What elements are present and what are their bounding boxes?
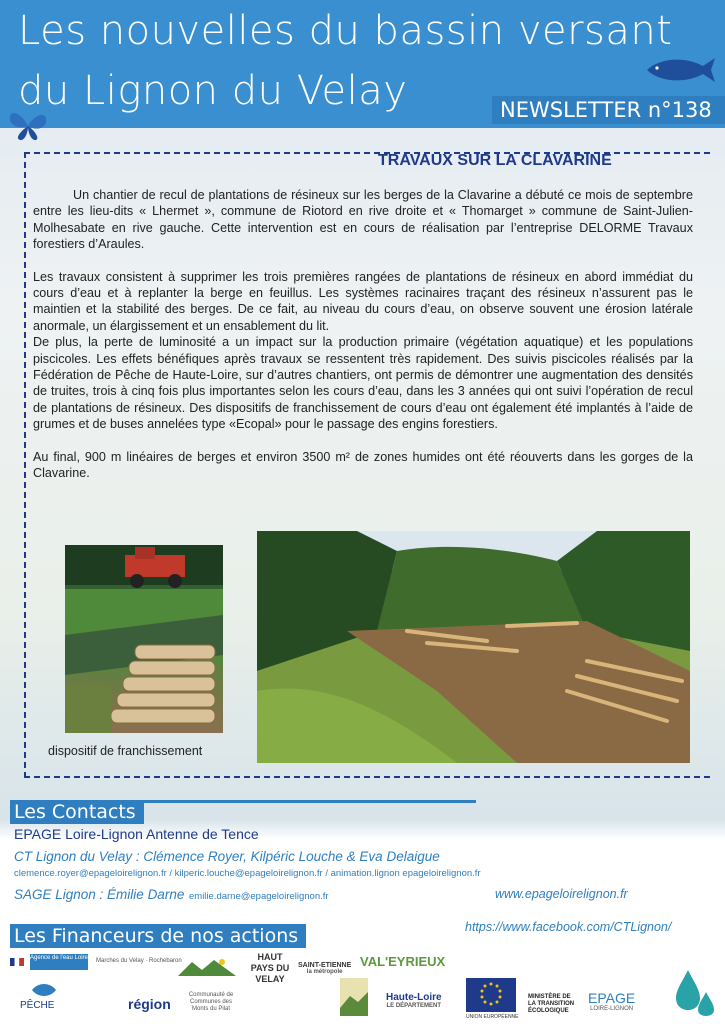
contacts-heading: Les Contacts (10, 800, 144, 824)
logo-haute-loire-sub: LE DÉPARTEMENT (386, 1003, 442, 1009)
logo-monts-pilat: Communauté de Communes des Monts du Pilat (188, 992, 234, 1012)
contacts-sage: SAGE Lignon : Émilie Darne (14, 887, 185, 902)
logo-haut-pays-velay: HAUT PAYS DU VELAY (250, 952, 290, 984)
article-body (33, 187, 693, 498)
article-paragraph-2: Les travaux consistent à supprimer les trois premières rangées de plantations de résineux en abord immédiat du cours d’eau et à replanter la berge en feuillus. Les systèmes racinaires traçant des résineux n’assurent pas le maintien et la stabilité des berges. De ce fait, au niveau du cours d’eau, on observe souvent une érosion latérale anormale, un élargissement et un ensablement du lit. (33, 269, 693, 333)
republique-francaise-icon (10, 958, 24, 970)
crossing-photo-drawing (65, 545, 223, 733)
newsletter-number: NEWSLETTER n°138 (492, 96, 725, 124)
gorge-photo-drawing (257, 531, 690, 763)
article-title: TRAVAUX SUR LA CLAVARINE (378, 152, 612, 169)
header-title-line-1: Les nouvelles du bassin versant (18, 8, 673, 54)
logo-haute-loire-name: Haute-Loire (386, 992, 442, 1003)
logo-epage (588, 990, 635, 1012)
contacts-emails[interactable]: clemence.royer@epageloirelignon.fr / kilperic.louche@epageloirelignon.fr / animation.lignon epageloirelignon.fr (14, 868, 481, 879)
logo-saint-etienne-sub: la métropole (306, 969, 343, 975)
logo-epage-sub: LOIRE-LIGNON (590, 1006, 634, 1012)
fish-icon (645, 52, 717, 86)
logo-ministere: MINISTÈRE DE LA TRANSITION ÉCOLOGIQUE (528, 994, 575, 1014)
logo-marches-velay: Marches du Velay · Rochebaron (96, 958, 182, 964)
logo-agence-eau: Agence de l'eau Loire-Bretagne (30, 954, 88, 970)
logo-region: région (128, 996, 171, 1012)
facebook-link[interactable]: https://www.facebook.com/CTLignon/ (465, 920, 672, 934)
financeurs-heading: Les Financeurs de nos actions (10, 924, 306, 948)
contacts-organization: EPAGE Loire-Lignon Antenne de Tence (14, 826, 259, 842)
article-paragraph-4: Au final, 900 m linéaires de berges et environ 3500 m² de zones humides ont été réouverts dans les gorges de la Clavarine. (33, 449, 693, 481)
article-paragraph-3: De plus, la perte de luminosité a un impact sur la production primaire (végétation aquatique) et les populations piscicoles. Les effets bénéfiques après travaux se ressentent très rapidement. Des suivis piscicoles réalisés par la Fédération de Pêche de Haute-Loire, sur d’autres chantiers, ont permis de démontrer une augmentation des densités de truites, trois à cinq fois plus importantes selon les cours d’eau, dans les 3 années qui ont suivi l’opération de recul de plantations de résineux. Des dispositifs de franchissement de cours d’eau ont également été implantés à l’aide de grumes et de buses annelées type «Ecopal» pour le passage des engins forestiers. (33, 335, 693, 432)
website-link[interactable]: www.epageloirelignon.fr (495, 887, 628, 901)
header-title-line-2: du Lignon du Velay (18, 68, 408, 114)
logo-haute-loire (386, 992, 442, 1009)
photo-crossing-device (65, 545, 223, 733)
contacts-sage-email[interactable]: emilie.darne@epageloirelignon.fr (189, 891, 329, 902)
eu-flag-icon (466, 978, 516, 1012)
logo-valeyrieux: VAL'EYRIEUX (360, 954, 446, 969)
landscape-card-icon (340, 978, 368, 1016)
butterfly-icon (6, 108, 50, 142)
article-paragraph-1: Un chantier de recul de plantations de résineux sur les berges de la Clavarine a débuté ce mois de septembre entre les lieu-dits « Lhermet », commune de Riotord en rive droite et « Thomarget » commune de Saint-Julien-Molhesabate en rive gauche. Cette intervention est en cours de réalisation par l’entreprise DELORME Travaux forestiers d’Araules. (33, 188, 693, 252)
peche-fish-icon (30, 980, 60, 1000)
logo-union-europeenne: UNION EUROPÉENNE (466, 1014, 519, 1020)
logo-epage-name: EPAGE (588, 990, 636, 1006)
water-drops-icon (672, 966, 716, 1018)
logo-saint-etienne (298, 962, 351, 975)
logo-peche: PÊCHE (20, 1000, 55, 1011)
contacts-ct-lignon: CT Lignon du Velay : Clémence Royer, Kilpéric Louche & Eva Delaigue (14, 849, 440, 864)
logo-saint-etienne-name: SAINT-ETIENNE (298, 962, 352, 969)
photo-caption: dispositif de franchissement (48, 744, 203, 758)
landscape-logo-icon (178, 956, 236, 976)
photo-clavarine-gorge (257, 531, 690, 763)
